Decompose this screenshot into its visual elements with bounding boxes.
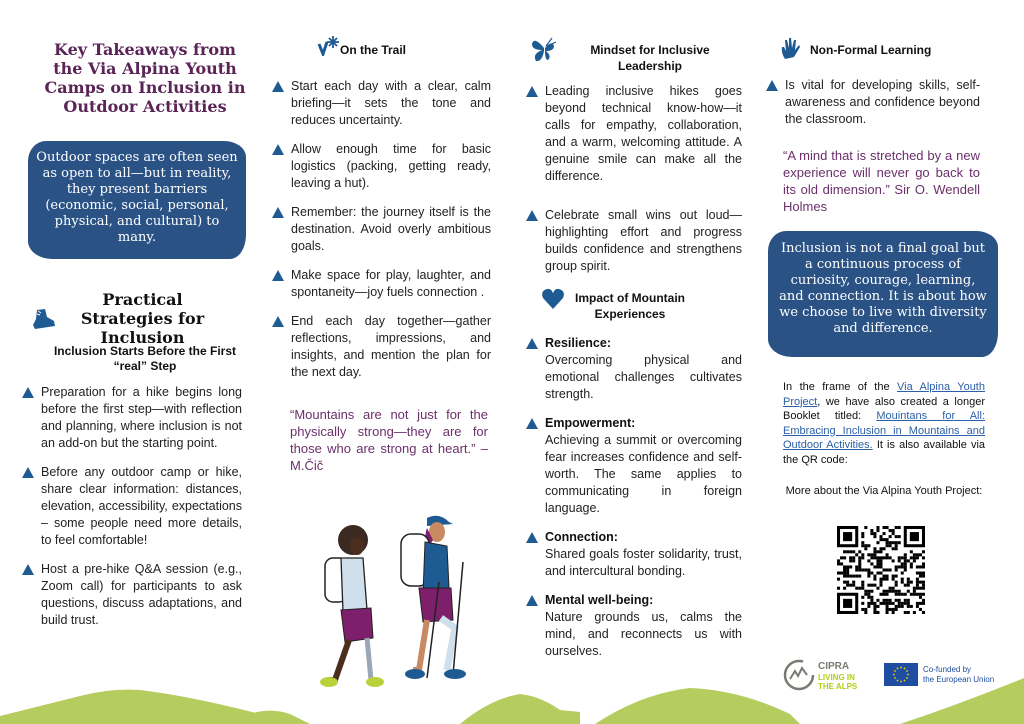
closing-callout: Inclusion is not a final goal but a continuous process of curiosity, courage, learning, and connection. It is about how we choose to live with diversity and difference. — [768, 231, 998, 357]
section-title-on-the-trail: On the Trail — [340, 43, 407, 57]
triangle-bullet-icon — [526, 532, 538, 543]
triangle-bullet-icon — [22, 564, 34, 575]
via-alpina-project-link[interactable]: Via Alpina Youth Project — [783, 381, 985, 408]
triangle-bullet-icon — [272, 144, 284, 155]
bullet-text: Start each day with a clear, calm briefing—it sets the tone and reduces uncertainty. — [291, 79, 491, 127]
list-item — [272, 313, 491, 381]
bullet-text: Make space for play, laughter, and spontaneity—joy fuels connection . — [291, 268, 491, 299]
impact-text: Shared goals foster solidarity, trust, and intercultural bonding. — [545, 547, 742, 578]
triangle-bullet-icon — [526, 595, 538, 606]
triangle-bullet-icon — [272, 81, 284, 92]
list-item — [526, 83, 742, 185]
boot-icon — [31, 307, 57, 336]
trail-bullets — [272, 78, 491, 393]
impact-title: Impact of Mountain Experiences — [575, 291, 685, 321]
cipra-tagline-1: LIVING IN — [818, 673, 855, 682]
cipra-name: CIPRA — [818, 661, 850, 672]
hand-icon — [779, 37, 801, 66]
booklet-info — [783, 380, 985, 467]
triangle-bullet-icon — [22, 467, 34, 478]
triangle-bullet-icon — [766, 80, 778, 91]
info-text: In the frame of the — [783, 381, 897, 393]
list-item — [526, 592, 742, 660]
list-item — [526, 415, 742, 517]
info-text: , we have also created a longer Booklet titled: — [783, 395, 985, 422]
bullet-text: Preparation for a hike begins long before the first step—with reflection and planning, where inclusion is not an add-on but the starting point. — [41, 385, 242, 450]
quote-cic: “Mountains are not just for the physically strong—they are for those who are strong at heart.” – M.Čič — [290, 407, 488, 473]
triangle-bullet-icon — [22, 387, 34, 398]
list-item — [22, 464, 242, 549]
triangle-bullet-icon — [272, 207, 284, 218]
list-item — [526, 207, 742, 275]
list-item — [272, 78, 491, 129]
mindset-bullets — [526, 83, 742, 287]
impact-text: Achieving a summit or overcoming fear increases confidence and self-worth. The same applies to communicating in foreign language. — [545, 433, 742, 515]
list-item — [272, 204, 491, 255]
eu-star — [904, 668, 906, 670]
triangle-bullet-icon — [526, 418, 538, 429]
document-title: Key Takeaways from the Via Alpina Youth Camps on Inclusion in Outdoor Activities — [44, 40, 246, 116]
impact-text: Nature grounds us, calms the mind, and reconnects us with ourselves. — [545, 610, 742, 658]
section-title-mindset: Mindset for Inclusive Leadership — [590, 43, 710, 73]
butterfly-icon — [530, 34, 560, 69]
list-item — [272, 141, 491, 192]
info-text: It is also available via the QR code: — [783, 439, 986, 466]
hiker-right — [401, 516, 466, 679]
practical-bullets — [22, 384, 242, 641]
list-item — [22, 561, 242, 629]
subsection-title: Inclusion Starts Before the First “real” Step — [53, 344, 237, 373]
impact-label: Resilience: — [545, 336, 612, 350]
eu-star — [900, 667, 902, 669]
hiker-left — [320, 525, 384, 687]
list-item — [22, 384, 242, 452]
triangle-bullet-icon — [526, 86, 538, 97]
impact-label: Mental well-being: — [545, 593, 654, 607]
list-item — [526, 529, 742, 580]
bullet-text: Leading inclusive hikes goes beyond technical know-how—it calls for empathy, collaboration, and a warm, welcoming attitude. A genuine smile can make all the difference. — [545, 84, 742, 183]
cipra-tagline-2: THE ALPS — [818, 682, 858, 691]
bullet-text: Allow enough time for basic logistics (packing, getting ready, leaving a hut). — [291, 142, 491, 190]
intro-callout: Outdoor spaces are often seen as open to all—but in reality, they present barriers (economic, social, personal, physical, and cultural) to many. — [28, 141, 246, 259]
hikers-illustration — [315, 510, 475, 695]
more-about-label: More about the Via Alpina Youth Project: — [785, 485, 983, 497]
eu-star — [894, 670, 896, 672]
triangle-bullet-icon — [526, 338, 538, 349]
booklet-link[interactable]: Mouintans for All: Embracing Inclusion in Mountains and Outdoor Activities. — [783, 410, 985, 451]
triangle-bullet-icon — [272, 270, 284, 281]
list-item — [272, 267, 491, 301]
eu-star — [906, 670, 908, 672]
impact-label: Connection: — [545, 530, 618, 544]
section-title-practical-strategies: Practical Strategies for Inclusion — [80, 290, 205, 347]
qr-code[interactable] — [837, 526, 925, 614]
list-item — [766, 77, 980, 128]
bullet-text: Before any outdoor camp or hike, share clear information: distances, elevation, accessibility, expectations – some people need more details, to feel comfortable! — [41, 465, 242, 547]
list-item — [526, 335, 742, 403]
green-hills-decoration — [0, 674, 1024, 724]
bullet-text: Celebrate small wins out loud—highlighting effort and progress builds confidence and strengthens group spirit. — [545, 208, 742, 273]
quote-holmes: “A mind that is stretched by a new experience will never go back to its old dimension.” Sir O. Wendell Holmes — [783, 148, 980, 214]
section-title-non-formal: Non-Formal Learning — [810, 43, 932, 57]
eu-star — [897, 668, 899, 670]
eu-text-2: the European Union — [923, 675, 995, 684]
triangle-bullet-icon — [526, 210, 538, 221]
triangle-bullet-icon — [272, 316, 284, 327]
eu-text-1: Co-funded by — [923, 665, 972, 674]
non-formal-bullets — [766, 77, 980, 140]
bullet-text: End each day together—gather reflections, impressions, and insights, and mention the plan for the next day. — [291, 314, 491, 379]
impact-text: Overcoming physical and emotional challenges cultivates strength. — [545, 353, 742, 401]
impact-label: Empowerment: — [545, 416, 636, 430]
bullet-text: Remember: the journey itself is the destination. Avoid overly ambitious goals. — [291, 205, 491, 253]
impact-items — [526, 335, 742, 672]
bullet-text: Host a pre-hike Q&A session (e.g., Zoom call) for participants to ask questions, discuss adaptations, and build trust. — [41, 562, 242, 627]
sparkle-icon — [317, 34, 341, 61]
bullet-text: Is vital for developing skills, self-awareness and confidence beyond the classroom. — [785, 78, 980, 126]
heart-icon — [541, 288, 565, 315]
